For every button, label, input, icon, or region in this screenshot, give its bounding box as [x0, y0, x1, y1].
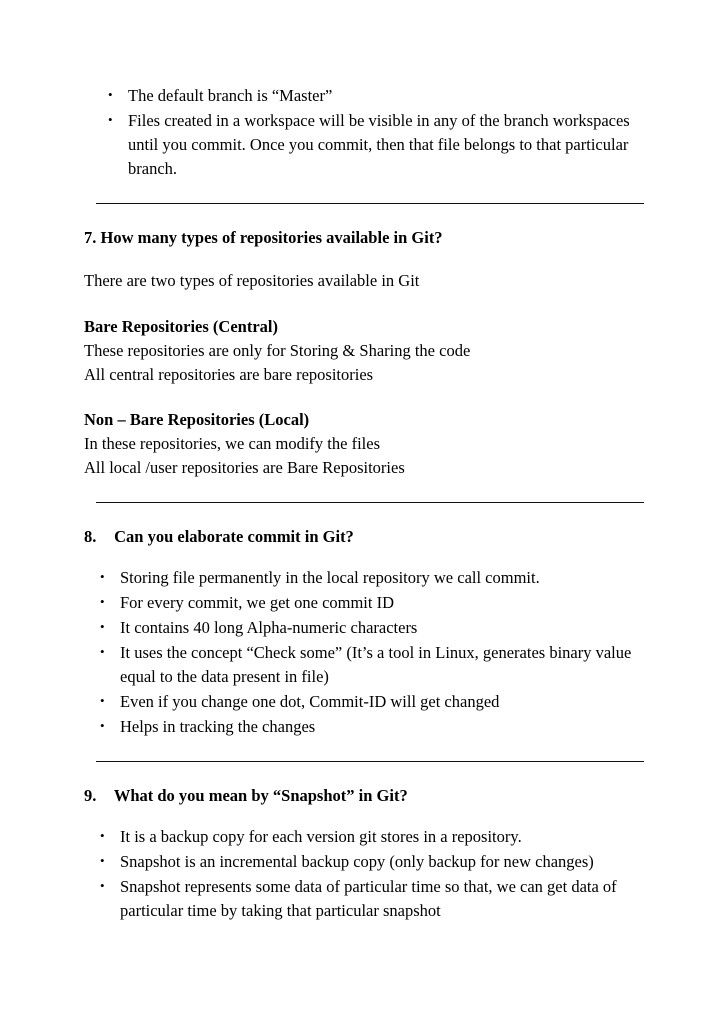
intro-bullet-list — [84, 84, 650, 181]
list-item — [84, 715, 650, 739]
bare-repositories-line-2: All central repositories are bare repositories — [84, 364, 374, 384]
bullet-icon: • — [100, 569, 105, 585]
bullet-icon: • — [108, 87, 113, 102]
bullet-icon: • — [100, 619, 105, 635]
list-item — [84, 825, 650, 849]
bullet-icon: • — [100, 852, 105, 868]
question-text: How many types of repositories available in Git? — [100, 227, 443, 247]
list-item-text: The default branch is “Master” — [128, 86, 333, 105]
list-item-text: Helps in tracking the changes — [120, 716, 316, 736]
list-item — [84, 616, 650, 640]
list-item-text: It uses the concept “Check some” (It’s a tool in Linux, generates binary value equal to the data present in file) — [120, 643, 632, 687]
bullet-icon: • — [100, 594, 105, 610]
list-item-text: Snapshot represents some data of particular time so that, we can get data of particular time by taking that particular snapshot — [120, 876, 617, 920]
section-divider — [96, 203, 644, 204]
bullet-icon: • — [100, 877, 105, 893]
bullet-icon: • — [100, 827, 105, 843]
question-text: Can you elaborate commit in Git? — [114, 527, 354, 547]
question-number: 7. — [84, 227, 97, 247]
answer-intro-7: There are two types of repositories available in Git — [84, 270, 420, 290]
list-item-text: It is a backup copy for each version git stores in a repository. — [120, 826, 522, 846]
list-item-text: Snapshot is an incremental backup copy (only backup for new changes) — [120, 851, 594, 871]
question-heading-7 — [84, 226, 650, 249]
list-item-text: It contains 40 long Alpha-numeric characters — [120, 618, 418, 638]
list-item-text: Storing file permanently in the local repository we call commit. — [120, 568, 540, 588]
bullet-icon: • — [100, 692, 105, 708]
non-bare-repositories-line-2: All local /user repositories are Bare Repositories — [84, 458, 405, 478]
section-divider — [96, 502, 644, 503]
list-item — [84, 875, 650, 923]
subheading-bare-repositories: Bare Repositories (Central) — [84, 316, 278, 336]
non-bare-repositories-line-1: In these repositories, we can modify the files — [84, 434, 380, 454]
question-heading-9 — [84, 784, 650, 807]
question-heading-8 — [84, 525, 650, 548]
question-text: What do you mean by “Snapshot” in Git? — [113, 785, 408, 805]
subheading-non-bare-repositories: Non – Bare Repositories (Local) — [84, 410, 310, 430]
answer-bullet-list-9 — [84, 825, 650, 923]
list-item — [84, 690, 650, 714]
list-item — [84, 109, 650, 181]
list-item — [84, 84, 650, 108]
section-divider — [96, 761, 644, 762]
bare-repositories-line-1: These repositories are only for Storing & Sharing the code — [84, 340, 471, 360]
bullet-icon: • — [100, 644, 105, 660]
list-item-text: Files created in a workspace will be visible in any of the branch workspaces until you commit. Once you commit, then that file belongs to that particular branch. — [128, 110, 630, 178]
list-item-text: Even if you change one dot, Commit-ID will get changed — [120, 691, 500, 711]
list-item — [84, 850, 650, 874]
list-item-text: For every commit, we get one commit ID — [120, 593, 395, 613]
list-item — [84, 591, 650, 615]
list-item — [84, 566, 650, 590]
question-number: 8. — [84, 527, 97, 547]
bullet-icon: • — [108, 111, 113, 127]
question-number: 9. — [84, 785, 97, 805]
bullet-icon: • — [100, 717, 105, 733]
answer-bullet-list-8 — [84, 566, 650, 738]
list-item — [84, 641, 650, 689]
